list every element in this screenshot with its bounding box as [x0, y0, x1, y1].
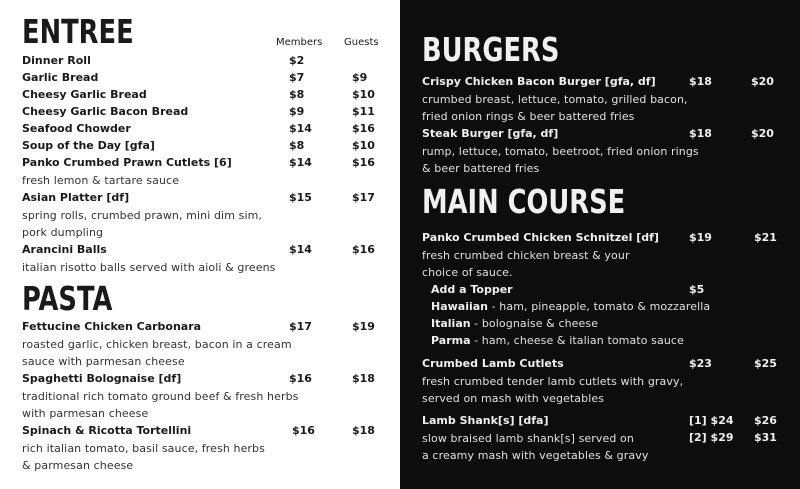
- guests-price: $25: [754, 357, 777, 370]
- topper-name: Hawaiian: [431, 300, 489, 313]
- menu-item-description: rich italian tomato, basil sauce, fresh herbs: [22, 442, 265, 455]
- menu-item-name: Panko Crumbed Prawn Cutlets [6]: [22, 156, 232, 169]
- burgers-heading: BURGERS: [422, 30, 560, 69]
- guests-price: $16: [352, 122, 375, 135]
- topper-name: Italian: [431, 317, 471, 330]
- entree-heading: ENTREE: [22, 12, 134, 51]
- menu-item-description: slow braised lamb shank[s] served on: [422, 432, 634, 445]
- pasta-heading: PASTA: [22, 279, 113, 318]
- guests-price: $26: [754, 414, 777, 427]
- menu-item-description: traditional rich tomato ground beef & fresh herbs: [22, 390, 299, 403]
- menu-item-name: Crispy Chicken Bacon Burger [gfa, df]: [422, 75, 656, 88]
- members-price: $19: [689, 231, 712, 244]
- menu-item-description: with parmesan cheese: [22, 407, 149, 420]
- main-course-heading: MAIN COURSE: [422, 182, 626, 221]
- menu-item-description: fresh crumbed chicken breast & your: [422, 249, 630, 262]
- topper-name: Parma: [431, 334, 471, 347]
- members-price: $17: [289, 320, 312, 333]
- menu-item-description: fresh lemon & tartare sauce: [22, 174, 180, 187]
- members-price: $14: [289, 156, 312, 169]
- menu-item-description: spring rolls, crumbed prawn, mini dim sim,: [22, 209, 263, 222]
- members-price: $8: [289, 139, 305, 152]
- menu-item-name: Panko Crumbed Chicken Schnitzel [df]: [422, 231, 659, 244]
- menu-item-description: roasted garlic, chicken breast, bacon in a cream: [22, 338, 292, 351]
- menu-item-description: crumbed breast, lettuce, tomato, grilled bacon,: [422, 93, 688, 106]
- members-price: $14: [289, 122, 312, 135]
- guests-price: $18: [352, 424, 375, 437]
- guests-price: $31: [754, 431, 777, 444]
- menu-item-name: Asian Platter [df]: [22, 191, 130, 204]
- members-price: $9: [289, 105, 305, 118]
- right-menu-panel: [400, 0, 800, 489]
- menu-item-name: Fettucine Chicken Carbonara: [22, 320, 202, 333]
- menu-item-description: & parmesan cheese: [22, 459, 134, 472]
- topper-price: $5: [689, 283, 705, 296]
- members-price: $7: [289, 71, 305, 84]
- members-price: $16: [289, 372, 312, 385]
- menu-item-description: a creamy mash with vegetables & gravy: [422, 449, 649, 462]
- menu-item-name: Spinach & Ricotta Tortellini: [22, 424, 192, 437]
- guests-price: $17: [352, 191, 375, 204]
- add-topper-label: Add a Topper: [431, 283, 513, 296]
- menu-item-name: Dinner Roll: [22, 54, 91, 67]
- guests-price: $20: [751, 75, 774, 88]
- guests-price: $20: [751, 127, 774, 140]
- members-price: $16: [292, 424, 315, 437]
- guests-price: $9: [352, 71, 368, 84]
- guests-price: $10: [352, 88, 375, 101]
- members-price: $2: [289, 54, 305, 67]
- menu-item-name: Crumbed Lamb Cutlets: [422, 357, 564, 370]
- members-price: $14: [289, 243, 312, 256]
- menu-item-description: fried onion rings & beer battered fries: [422, 110, 635, 123]
- menu-item-name: Garlic Bread: [22, 71, 99, 84]
- topper-option: [431, 318, 598, 329]
- menu-item-description: fresh crumbed tender lamb cutlets with gravy,: [422, 375, 684, 388]
- menu-item-name: Steak Burger [gfa, df]: [422, 127, 559, 140]
- menu-item-description: served on mash with vegetables: [422, 392, 605, 405]
- guests-price: $16: [352, 156, 375, 169]
- menu-item-description: sauce with parmesan cheese: [22, 355, 185, 368]
- topper-description: - ham, pineapple, tomato & mozzarella: [488, 300, 711, 313]
- menu-item-name: Soup of the Day [gfa]: [22, 139, 155, 152]
- menu-item-description: choice of sauce.: [422, 266, 513, 279]
- topper-description: - bolognaise & cheese: [470, 317, 599, 330]
- members-price: $18: [689, 75, 712, 88]
- menu-item-name: Lamb Shank[s] [dfa]: [422, 414, 549, 427]
- guests-price: $11: [352, 105, 375, 118]
- members-price: $15: [289, 191, 312, 204]
- members-price: [2] $29: [689, 431, 734, 444]
- menu-item-name: Arancini Balls: [22, 243, 107, 256]
- menu-item-description: italian risotto balls served with aioli & greens: [22, 261, 276, 274]
- menu-item-description: rump, lettuce, tomato, beetroot, fried onion rings: [422, 145, 699, 158]
- menu-item-description: pork dumpling: [22, 226, 104, 239]
- topper-option: [431, 335, 684, 346]
- menu-item-name: Seafood Chowder: [22, 122, 131, 135]
- menu-item-name: Cheesy Garlic Bacon Bread: [22, 105, 189, 118]
- menu-item-name: Spaghetti Bolognaise [df]: [22, 372, 182, 385]
- guests-price: $18: [352, 372, 375, 385]
- menu-item-description: & beer battered fries: [422, 162, 540, 175]
- members-price: [1] $24: [689, 414, 734, 427]
- members-price: $18: [689, 127, 712, 140]
- guests-price: $21: [754, 231, 777, 244]
- members-column-header: Members: [276, 37, 323, 48]
- guests-price: $16: [352, 243, 375, 256]
- members-price: $8: [289, 88, 305, 101]
- guests-price: $19: [352, 320, 375, 333]
- topper-option: [431, 301, 710, 312]
- members-price: $23: [689, 357, 712, 370]
- topper-description: - ham, cheese & italian tomato sauce: [470, 334, 684, 347]
- guests-column-header: Guests: [344, 37, 379, 48]
- guests-price: $10: [352, 139, 375, 152]
- menu-item-name: Cheesy Garlic Bread: [22, 88, 147, 101]
